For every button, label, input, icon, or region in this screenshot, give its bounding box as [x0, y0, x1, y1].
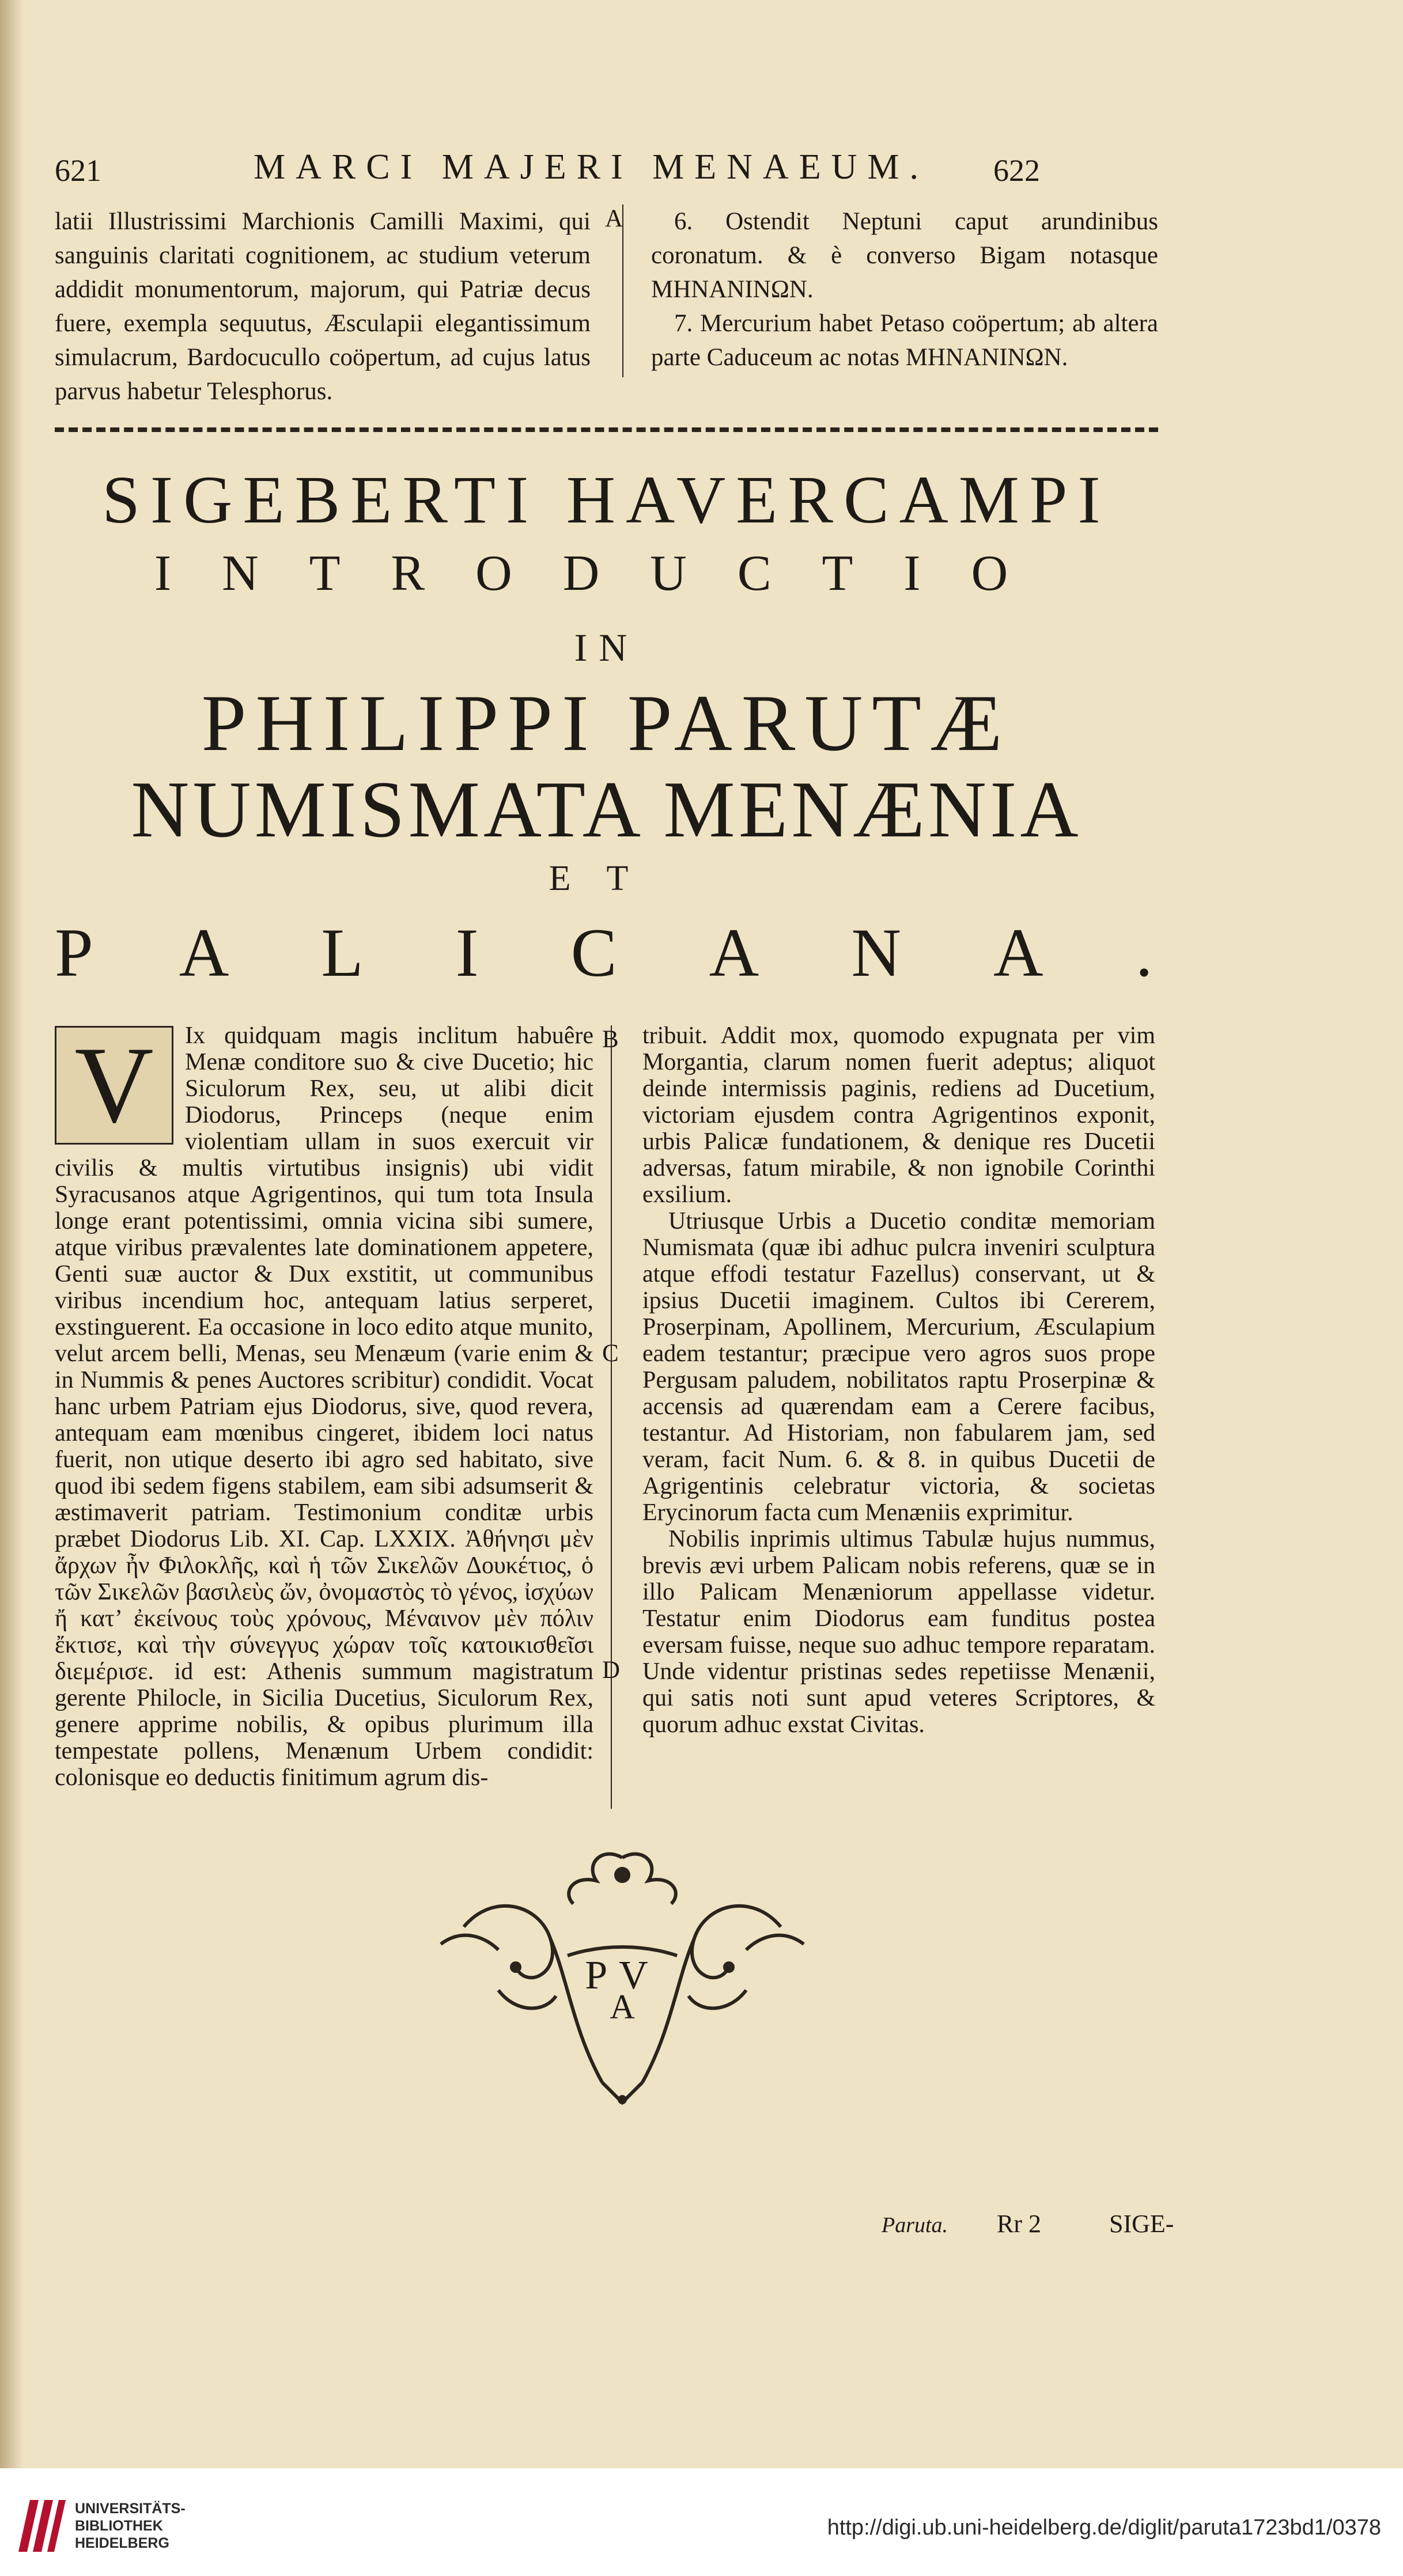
library-name — [75, 2500, 186, 2552]
top-right-column — [651, 204, 1158, 374]
list-item-7: 7. Mercurium habet Petaso coöpertum; ab altera parte Caduceum ac notas ΜΗΝΑΝΙΝΩΝ. — [651, 310, 1158, 371]
title-palicana: PALICANA. — [55, 914, 1245, 991]
margin-letter-b: B — [602, 1026, 619, 1053]
paragraph-1: tribuit. Addit mox, quomodo expugnata per vim Morgantia, clarum nomen fuerit adeptus; aliquot deinde intermissis paginis, rediens ad Ducetium, victoriam ejusdem contra Agrigentinos exponit, urbis Palicæ fundationem, & denique res Ducetii adversas, fatum mirabile, & non ignobile Corinthi exsilium. — [642, 1022, 1155, 1208]
margin-letter-a: A — [605, 205, 623, 232]
running-head — [55, 147, 1040, 193]
catchline — [882, 2209, 1181, 2244]
column-divider-body — [611, 1025, 612, 1809]
viewer-footer — [0, 2468, 1403, 2576]
top-left-column: latii Illustrissimi Marchionis Camilli Maximi, qui sanguinis claritati cognitionem, ac studium veterum addidit monumentorum, majorum, qui Patriæ decus fuere, exempla sequutus, Æsculapii elegantissimum simulacrum, Bardocucullo coöpertum, ad cujus latus parvus habetur Telesphorus. — [55, 208, 591, 405]
running-title: MARCI MAJERI MENAEUM. — [254, 147, 929, 187]
title-author: SIGEBERTI HAVERCAMPI — [102, 462, 1111, 537]
ornament-letters-top: PV — [585, 1953, 660, 1998]
title-et: ET — [549, 859, 664, 898]
title-introductio: INTRODUCTIO — [154, 545, 1059, 601]
university-logo-icon — [13, 2494, 67, 2558]
paragraph-3: Nobilis inprimis ultimus Tabulæ hujus nummus, brevis ævi urbem Palicam nobis referens, quæ se in illo Palicam Menæniorum appellasse videtur. Testatur enim Diodorus eam funditus postea eversam fuisse, neque suo adhuc tempore reparatam. Unde videntur pristinas sedes repetiisse Menænii, qui satis noti sunt apud veteres Scriptores, & quorum adhuc exstat Civitas. — [642, 1526, 1155, 1738]
library-name-line3: HEIDELBERG — [75, 2535, 169, 2551]
margin-letter-d: D — [602, 1657, 621, 1684]
paragraph-2: Utriusque Urbis a Ducetio conditæ memoriam Numismata (quæ ibi adhuc pulcra inveniri sculptura atque effodi testatur Fazellus) conservant, ut & ipsius Ducetii imaginem. Cultos ibi Cererem, Proserpinam, Apollinem, Mercurium, Æsculapium eadem testantur; præcipue vero agros suos prope Pergusam paludem, nobilitatos raptu Proserpinæ & accensis ad quærendam eam a Cerere facibus, testantur. Ad Historiam, non fabularem jam, sed veram, facit Num. 6. & 8. in quibus Ducetii de Agrigentinis celebratur victoria, & societas Erycinorum facta cum Menæniis exprimitur. — [642, 1208, 1155, 1526]
permalink[interactable]: http://digi.ub.uni-heidelberg.de/diglit/paruta1723bd1/0378 — [827, 2516, 1381, 2540]
body-left-column — [55, 1022, 593, 1791]
catchword: SIGE- — [1109, 2210, 1174, 2238]
margin-letter-c: C — [602, 1340, 619, 1367]
drop-capital — [55, 1026, 173, 1145]
page-number-right: 622 — [993, 153, 1040, 188]
signature-mark: Rr 2 — [997, 2210, 1041, 2238]
body-right-column — [642, 1022, 1155, 1738]
library-name-line1: UNIVERSITÄTS- — [75, 2501, 186, 2517]
page-edge-shadow — [0, 0, 23, 2576]
page-number-left: 621 — [55, 153, 101, 188]
drop-capital-letter: V — [74, 1025, 154, 1146]
list-item-6: 6. Ostendit Neptuni caput arundinibus coronatum. & è converso Bigam notasque ΜΗΝΑΝΙΝΩΝ. — [651, 208, 1158, 303]
footnote-word: Paruta. — [882, 2213, 948, 2237]
title-in: IN — [574, 626, 639, 669]
section-rule — [55, 427, 1158, 432]
title-numismata: NUMISMATA MENÆNIA — [131, 765, 1082, 854]
title-paruta: PHILIPPI PARUTÆ — [201, 679, 1012, 768]
library-name-line2: BIBLIOTHEK — [75, 2518, 163, 2534]
body-left-text: Ix quidquam magis inclitum habuêre Menæ conditore suo & cive Ducetio; hic Siculorum Rex, seu, ut alibi dicit Diodorus, Princeps (neque enim violentiam ullam in suos exercuit vir civilis & multis virtutibus insignis) ubi vidit Syracusanos atque Agrigentinos, qui tum tota Insula longe erant potentissimi, omnia vicina sibi sumere, atque viribus prævalentes late dominationem appetere, Genti suæ auctor & Dux exstitit, ut communibus viribus incendium hoc, antequam latius serperet, exstinguerent. Ea occasione in loco edito atque munito, velut arcem belli, Menas, seu Menæum (varie enim & in Nummis & penes Auctores scribitur) condidit. Vocat hanc urbem Patriam ejus Diodorus, sive, quod revera, antequam eam mœnibus cingeret, ibidem loci natus fuerit, non utique deserto ibi agro sed habitato, sive quod ibi sedem figens stabilem, eam sibi adsumserit & æstimaverit patriam. Testimonium conditæ urbis præbet Diodorus Lib. XI. Cap. LXXIX. Ἀθήνησι μὲν ἄρχων ἦν Φιλοκλῆς, καὶ ἡ τῶν Σικελῶν Δουκέτιος, ὁ τῶν Σικελῶν βασιλεὺς ὤν, ὀνομαστὸς τὸ γένος, ἰσχύων ἤ κατ’ ἐκείνους τοὺς χρόνους, Μέναινον μὲν πόλιν ἔκτισε, καὶ τὴν σύνεγγυς χώραν τοῖς κατοικισθεῖσι διεμέρισε. id est: Athenis summum magistratum gerente Philocle, in Sicilia Ducetius, Siculorum Rex, genere apprime nobilis, & opibus plurimum illa tempestate pollens, Menænum Urbem condidit: colonisque eo deductis finitimum agrum dis- — [55, 1022, 593, 1791]
ornament-letter-bottom: A — [610, 1988, 635, 2026]
